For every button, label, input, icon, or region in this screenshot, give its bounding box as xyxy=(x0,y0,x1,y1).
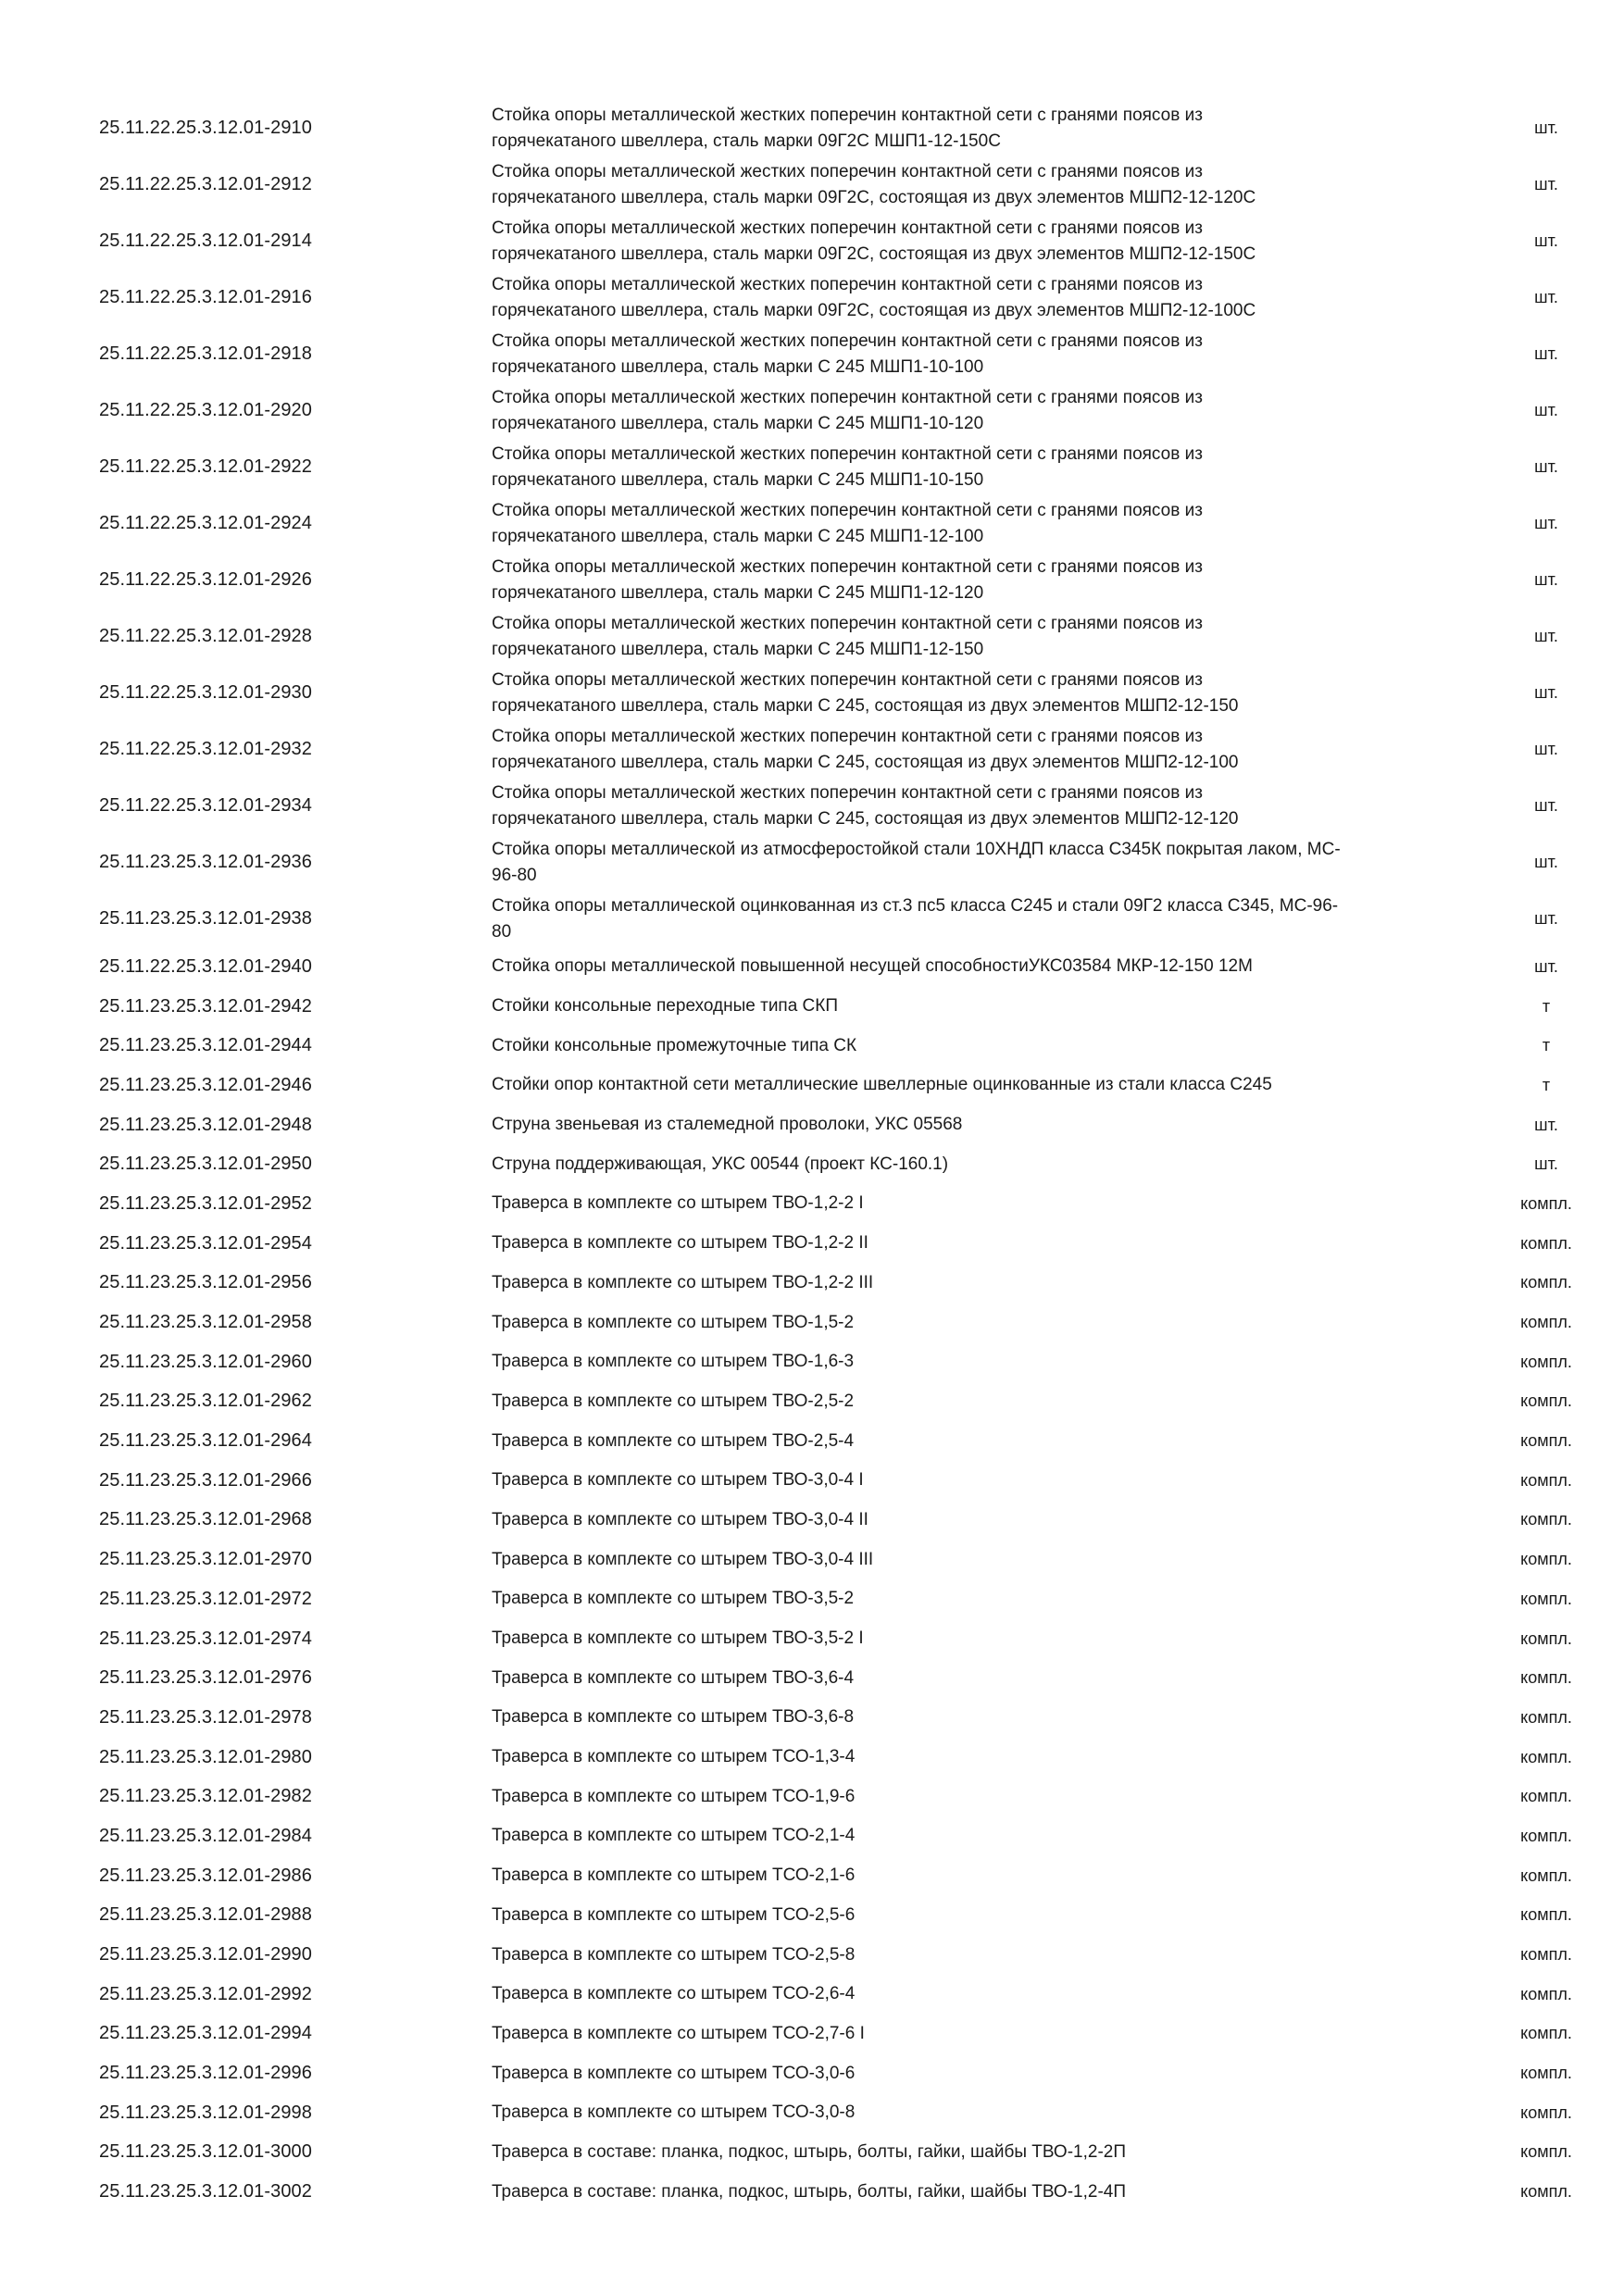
description-line: Стойка опоры металлической жестких поперечин контактной сети с гранями поясов из xyxy=(492,726,1203,746)
description-line: Стойки опор контактной сети металлические швеллерные оцинкованные из стали класса С245 xyxy=(492,1075,1272,1095)
resource-description xyxy=(492,2140,1464,2165)
description-line: Траверса в комплекте со штырем ТСО-2,7-6 I xyxy=(492,2023,865,2043)
resource-code: 25.11.22.25.3.12.01-2918 xyxy=(99,343,313,364)
resource-description xyxy=(492,668,1464,719)
resource-description xyxy=(492,1389,1464,1415)
description-line: Траверса в комплекте со штырем ТВО-2,5-4 xyxy=(492,1430,855,1451)
unit-of-measure: т xyxy=(1542,996,1551,1016)
resource-code: 25.11.23.25.3.12.01-2998 xyxy=(99,2102,313,2123)
resource-description xyxy=(492,2100,1464,2126)
resource-description xyxy=(492,1270,1464,1296)
table-row xyxy=(0,1698,1624,1738)
resource-description xyxy=(492,1033,1464,1059)
unit-of-measure: компл. xyxy=(1520,1984,1572,2003)
resource-code: 25.11.22.25.3.12.01-2928 xyxy=(99,626,313,646)
table-row xyxy=(0,213,1624,269)
unit-of-measure: шт. xyxy=(1534,853,1558,871)
unit-of-measure: шт. xyxy=(1534,740,1558,758)
description-line: горячекатаного швеллера, сталь марки С 245 МШП1-10-120 xyxy=(492,413,984,433)
description-line: 80 xyxy=(492,921,512,942)
resource-description xyxy=(492,555,1464,606)
table-row xyxy=(0,1105,1624,1145)
description-line: Стойки консольные переходные типа СКП xyxy=(492,996,839,1017)
unit-of-measure: компл. xyxy=(1520,1668,1572,1688)
resource-description xyxy=(492,837,1464,889)
resource-code: 25.11.23.25.3.12.01-2936 xyxy=(99,852,313,872)
table-row xyxy=(0,439,1624,495)
description-line: Траверса в комплекте со штырем ТВО-3,0-4 I xyxy=(492,1470,864,1491)
unit-of-measure: компл. xyxy=(1520,1233,1572,1253)
resource-description xyxy=(492,1349,1464,1375)
unit-of-measure: компл. xyxy=(1520,1628,1572,1648)
unit-of-measure: шт. xyxy=(1534,119,1558,137)
resource-description xyxy=(492,103,1464,155)
resource-code: 25.11.23.25.3.12.01-2958 xyxy=(99,1312,313,1333)
table-row xyxy=(0,1579,1624,1619)
unit-of-measure: шт. xyxy=(1534,683,1558,702)
resource-code: 25.11.23.25.3.12.01-3000 xyxy=(99,2141,313,2163)
description-line: Траверса в комплекте со штырем ТСО-1,9-6 xyxy=(492,1786,856,1806)
resource-description xyxy=(492,1310,1464,1336)
description-line: Траверса в комплекте со штырем ТВО-1,6-3 xyxy=(492,1352,855,1372)
table-row xyxy=(0,721,1624,778)
resource-description xyxy=(492,1112,1464,1138)
table-row xyxy=(0,1540,1624,1579)
unit-of-measure: шт. xyxy=(1534,514,1558,532)
resource-code: 25.11.23.25.3.12.01-2954 xyxy=(99,1232,313,1254)
resource-description xyxy=(492,1072,1464,1098)
description-line: Стойка опоры металлической жестких поперечин контактной сети с гранями поясов из xyxy=(492,669,1203,690)
unit-of-measure: шт. xyxy=(1534,627,1558,645)
unit-of-measure: шт. xyxy=(1534,401,1558,419)
description-line: Стойка опоры металлической жестких поперечин контактной сети с гранями поясов из xyxy=(492,161,1203,181)
unit-of-measure: компл. xyxy=(1520,1826,1572,1845)
unit-of-measure: шт. xyxy=(1534,956,1558,976)
unit-of-measure: т xyxy=(1542,1036,1551,1055)
resource-code: 25.11.23.25.3.12.01-2992 xyxy=(99,1983,313,2004)
resource-description xyxy=(492,993,1464,1019)
table-row xyxy=(0,100,1624,156)
description-line: горячекатаного швеллера, сталь марки 09Г2С, состоящая из двух элементов МШП2-12-150С xyxy=(492,243,1256,264)
unit-of-measure: шт. xyxy=(1534,344,1558,363)
description-line: Траверса в комплекте со штырем ТВО-1,2-2 III xyxy=(492,1272,874,1292)
resource-code: 25.11.23.25.3.12.01-2982 xyxy=(99,1786,313,1807)
description-line: Траверса в комплекте со штырем ТВО-1,2-2 II xyxy=(492,1233,868,1254)
description-line: Стойки консольные промежуточные типа СК xyxy=(492,1035,857,1055)
description-line: Стойка опоры металлической жестких поперечин контактной сети с гранями поясов из xyxy=(492,218,1203,238)
description-line: горячекатаного швеллера, сталь марки С 245 МШП1-10-150 xyxy=(492,469,984,490)
table-row xyxy=(0,1461,1624,1501)
description-line: Стойка опоры металлической жестких поперечин контактной сети с гранями поясов из xyxy=(492,274,1203,294)
resource-code: 25.11.23.25.3.12.01-2974 xyxy=(99,1628,313,1649)
table-row xyxy=(0,947,1624,987)
table-row xyxy=(0,1777,1624,1816)
resource-description xyxy=(492,1784,1464,1810)
description-line: горячекатаного швеллера, сталь марки 09Г2С, состоящая из двух элементов МШП2-12-100С xyxy=(492,300,1256,320)
table-row xyxy=(0,2172,1624,2212)
description-line: Траверса в комплекте со штырем ТСО-2,1-4 xyxy=(492,1826,856,1846)
resource-description xyxy=(492,954,1464,980)
resource-code: 25.11.23.25.3.12.01-2966 xyxy=(99,1469,313,1491)
table-row xyxy=(0,1303,1624,1342)
resource-description xyxy=(492,329,1464,381)
resource-description xyxy=(492,1467,1464,1493)
description-line: горячекатаного швеллера, сталь марки С 245 МШП1-12-100 xyxy=(492,526,984,546)
resource-description xyxy=(492,1704,1464,1730)
document-page xyxy=(0,100,1624,2212)
unit-of-measure: компл. xyxy=(1520,2142,1572,2162)
unit-of-measure: шт. xyxy=(1534,1154,1558,1174)
description-line: Траверса в комплекте со штырем ТВО-2,5-2 xyxy=(492,1391,855,1411)
resource-description xyxy=(492,442,1464,493)
description-line: горячекатаного швеллера, сталь марки С 245 МШП1-10-100 xyxy=(492,356,984,377)
table-row xyxy=(0,156,1624,213)
table-row xyxy=(0,1658,1624,1698)
table-row xyxy=(0,1066,1624,1105)
resource-code: 25.11.22.25.3.12.01-2920 xyxy=(99,400,313,420)
resource-code: 25.11.23.25.3.12.01-2960 xyxy=(99,1351,313,1372)
unit-of-measure: компл. xyxy=(1520,1787,1572,1806)
resource-description xyxy=(492,1863,1464,1889)
resource-code: 25.11.23.25.3.12.01-2946 xyxy=(99,1074,313,1095)
description-line: Траверса в комплекте со штырем ТВО-1,2-2 I xyxy=(492,1193,864,1214)
table-row xyxy=(0,1501,1624,1541)
description-line: Траверса в комплекте со штырем ТВО-3,5-2 I xyxy=(492,1628,864,1649)
resource-code: 25.11.22.25.3.12.01-2940 xyxy=(99,955,313,977)
table-row xyxy=(0,1738,1624,1778)
unit-of-measure: компл. xyxy=(1520,2024,1572,2043)
resource-code: 25.11.22.25.3.12.01-2934 xyxy=(99,795,313,816)
description-line: горячекатаного швеллера, сталь марки С 245, состоящая из двух элементов МШП2-12-100 xyxy=(492,752,1239,772)
table-row xyxy=(0,1421,1624,1461)
table-row xyxy=(0,1026,1624,1066)
resource-description xyxy=(492,2179,1464,2205)
table-row xyxy=(0,2015,1624,2054)
resource-description xyxy=(492,1152,1464,1178)
unit-of-measure: шт. xyxy=(1534,175,1558,193)
table-row xyxy=(0,326,1624,382)
description-line: Траверса в комплекте со штырем ТСО-2,6-4 xyxy=(492,1984,856,2004)
unit-of-measure: шт. xyxy=(1534,231,1558,250)
resource-description xyxy=(492,1586,1464,1612)
description-line: Стойка опоры металлической жестких поперечин контактной сети с гранями поясов из xyxy=(492,613,1203,633)
resource-description xyxy=(492,272,1464,324)
description-line: Стойка опоры металлической повышенной несущей способностиУКС03584 МКР-12-150 12М xyxy=(492,956,1253,977)
table-row xyxy=(0,382,1624,439)
table-row xyxy=(0,1619,1624,1659)
resource-code: 25.11.22.25.3.12.01-2932 xyxy=(99,739,313,759)
resource-description xyxy=(492,1744,1464,1770)
description-line: Траверса в комплекте со штырем ТСО-3,0-8 xyxy=(492,2103,856,2123)
table-row xyxy=(0,1144,1624,1184)
resource-code: 25.11.22.25.3.12.01-2924 xyxy=(99,513,313,533)
description-line: Траверса в комплекте со штырем ТВО-3,6-4 xyxy=(492,1667,855,1688)
resource-description xyxy=(492,780,1464,832)
table-row xyxy=(0,1816,1624,1856)
description-line: Траверса в комплекте со штырем ТВО-3,0-4 III xyxy=(492,1549,874,1569)
description-line: Стойка опоры металлической жестких поперечин контактной сети с гранями поясов из xyxy=(492,500,1203,520)
resource-description xyxy=(492,893,1464,945)
table-row xyxy=(0,2133,1624,2173)
resource-description xyxy=(492,1429,1464,1454)
description-line: Траверса в комплекте со штырем ТСО-2,1-6 xyxy=(492,1866,856,1886)
resource-code: 25.11.22.25.3.12.01-2914 xyxy=(99,231,313,251)
resource-code: 25.11.23.25.3.12.01-2964 xyxy=(99,1430,313,1452)
unit-of-measure: компл. xyxy=(1520,1905,1572,1925)
table-row xyxy=(0,891,1624,947)
resource-code: 25.11.22.25.3.12.01-2916 xyxy=(99,287,313,307)
table-row xyxy=(0,1935,1624,1975)
description-line: Траверса в комплекте со штырем ТВО-3,6-8 xyxy=(492,1707,855,1728)
table-row xyxy=(0,1342,1624,1382)
description-line: горячекатаного швеллера, сталь марки С 245 МШП1-12-120 xyxy=(492,582,984,603)
unit-of-measure: компл. xyxy=(1520,1747,1572,1766)
description-line: Стойка опоры металлической жестких поперечин контактной сети с гранями поясов из xyxy=(492,331,1203,351)
description-line: Траверса в комплекте со штырем ТСО-2,5-6 xyxy=(492,1904,856,1925)
table-row xyxy=(0,1224,1624,1264)
resource-description xyxy=(492,2021,1464,2047)
unit-of-measure: шт. xyxy=(1534,796,1558,815)
description-line: Стойка опоры металлической жестких поперечин контактной сети с гранями поясов из xyxy=(492,443,1203,464)
resource-description xyxy=(492,2061,1464,2087)
description-line: Траверса в составе: планка, подкос, штырь, болты, гайки, шайбы ТВО-1,2-4П xyxy=(492,2181,1127,2202)
description-line: Стойка опоры металлической жестких поперечин контактной сети с гранями поясов из xyxy=(492,782,1203,803)
unit-of-measure: компл. xyxy=(1520,1707,1572,1727)
description-line: Стойка опоры металлической оцинкованная из ст.3 пс5 класса С245 и стали 09Г2 класса С345, МС-96- xyxy=(492,895,1339,916)
resource-description xyxy=(492,1626,1464,1652)
resource-code: 25.11.23.25.3.12.01-2978 xyxy=(99,1706,313,1728)
unit-of-measure: т xyxy=(1542,1075,1551,1094)
table-row xyxy=(0,1184,1624,1224)
resource-code: 25.11.23.25.3.12.01-3002 xyxy=(99,2181,313,2202)
resource-description xyxy=(492,159,1464,211)
description-line: Стойка опоры металлической жестких поперечин контактной сети с гранями поясов из xyxy=(492,556,1203,577)
unit-of-measure: компл. xyxy=(1520,2103,1572,2122)
resource-code: 25.11.23.25.3.12.01-2984 xyxy=(99,1825,313,1846)
unit-of-measure: компл. xyxy=(1520,2182,1572,2202)
table-row xyxy=(0,1264,1624,1304)
unit-of-measure: шт. xyxy=(1534,570,1558,589)
description-line: Траверса в комплекте со штырем ТВО-1,5-2 xyxy=(492,1312,855,1332)
unit-of-measure: компл. xyxy=(1520,1589,1572,1608)
table-row xyxy=(0,269,1624,326)
resource-description xyxy=(492,1903,1464,1928)
resource-code: 25.11.23.25.3.12.01-2990 xyxy=(99,1944,313,1965)
unit-of-measure: компл. xyxy=(1520,1352,1572,1371)
resource-code: 25.11.23.25.3.12.01-2952 xyxy=(99,1192,313,1214)
table-row xyxy=(0,1975,1624,2015)
resource-description xyxy=(492,1547,1464,1573)
unit-of-measure: компл. xyxy=(1520,1470,1572,1490)
resource-code: 25.11.23.25.3.12.01-2996 xyxy=(99,2063,313,2084)
resource-code: 25.11.23.25.3.12.01-2962 xyxy=(99,1391,313,1412)
resource-code: 25.11.22.25.3.12.01-2926 xyxy=(99,569,313,590)
resource-code: 25.11.23.25.3.12.01-2968 xyxy=(99,1509,313,1530)
description-line: Струна поддерживающая, УКС 00544 (проект КС-160.1) xyxy=(492,1154,949,1174)
description-line: Траверса в комплекте со штырем ТСО-2,5-8 xyxy=(492,1944,856,1965)
resource-description xyxy=(492,385,1464,437)
resource-description xyxy=(492,1981,1464,2007)
description-line: горячекатаного швеллера, сталь марки С 245 МШП1-12-150 xyxy=(492,639,984,659)
table-row xyxy=(0,778,1624,834)
resource-code: 25.11.23.25.3.12.01-2950 xyxy=(99,1154,313,1175)
unit-of-measure: шт. xyxy=(1534,288,1558,306)
unit-of-measure: компл. xyxy=(1520,1510,1572,1529)
resource-code: 25.11.23.25.3.12.01-2988 xyxy=(99,1904,313,1926)
resource-code: 25.11.22.25.3.12.01-2922 xyxy=(99,456,313,477)
resource-description xyxy=(492,1942,1464,1968)
resource-description xyxy=(492,216,1464,268)
description-line: горячекатаного швеллера, сталь марки 09Г2С, состоящая из двух элементов МШП2-12-120С xyxy=(492,187,1256,207)
unit-of-measure: компл. xyxy=(1520,1273,1572,1292)
resource-code: 25.11.22.25.3.12.01-2912 xyxy=(99,174,313,194)
unit-of-measure: компл. xyxy=(1520,1313,1572,1332)
description-line: Траверса в комплекте со штырем ТВО-3,5-2 xyxy=(492,1589,855,1609)
table-row xyxy=(0,552,1624,608)
resource-code: 25.11.23.25.3.12.01-2944 xyxy=(99,1035,313,1056)
description-line: горячекатаного швеллера, сталь марки 09Г2С МШП1-12-150С xyxy=(492,131,1001,151)
unit-of-measure: шт. xyxy=(1534,457,1558,476)
unit-of-measure: шт. xyxy=(1534,909,1558,928)
description-line: Стойка опоры металлической жестких поперечин контактной сети с гранями поясов из xyxy=(492,105,1203,125)
resource-code: 25.11.22.25.3.12.01-2910 xyxy=(99,118,313,138)
unit-of-measure: компл. xyxy=(1520,1193,1572,1213)
resource-description xyxy=(492,724,1464,776)
table-row xyxy=(0,987,1624,1027)
unit-of-measure: компл. xyxy=(1520,1866,1572,1885)
description-line: горячекатаного швеллера, сталь марки С 245, состоящая из двух элементов МШП2-12-150 xyxy=(492,695,1239,716)
resource-code: 25.11.23.25.3.12.01-2994 xyxy=(99,2023,313,2044)
resource-description xyxy=(492,1823,1464,1849)
table-row xyxy=(0,2093,1624,2133)
table-row xyxy=(0,2053,1624,2093)
resource-description xyxy=(492,1191,1464,1217)
table-row xyxy=(0,495,1624,552)
table-row xyxy=(0,1856,1624,1896)
resource-code: 25.11.23.25.3.12.01-2942 xyxy=(99,995,313,1017)
resource-description xyxy=(492,498,1464,550)
resource-code: 25.11.22.25.3.12.01-2930 xyxy=(99,682,313,703)
resource-code: 25.11.23.25.3.12.01-2986 xyxy=(99,1865,313,1886)
description-line: горячекатаного швеллера, сталь марки С 245, состоящая из двух элементов МШП2-12-120 xyxy=(492,808,1239,829)
unit-of-measure: шт. xyxy=(1534,1115,1558,1134)
resource-code: 25.11.23.25.3.12.01-2976 xyxy=(99,1667,313,1689)
unit-of-measure: компл. xyxy=(1520,1945,1572,1965)
resource-code: 25.11.23.25.3.12.01-2956 xyxy=(99,1272,313,1293)
description-line: Стойка опоры металлической жестких поперечин контактной сети с гранями поясов из xyxy=(492,387,1203,407)
resource-code: 25.11.23.25.3.12.01-2970 xyxy=(99,1549,313,1570)
unit-of-measure: компл. xyxy=(1520,1391,1572,1411)
table-row xyxy=(0,1896,1624,1936)
resource-description xyxy=(492,1230,1464,1256)
unit-of-measure: компл. xyxy=(1520,2064,1572,2083)
resource-code: 25.11.23.25.3.12.01-2972 xyxy=(99,1588,313,1609)
description-line: Траверса в комплекте со штырем ТСО-1,3-4 xyxy=(492,1747,856,1767)
description-line: Струна звеньевая из сталемедной проволоки, УКС 05568 xyxy=(492,1115,963,1135)
description-line: Траверса в комплекте со штырем ТВО-3,0-4 II xyxy=(492,1509,868,1529)
unit-of-measure: компл. xyxy=(1520,1431,1572,1451)
description-line: Траверса в комплекте со штырем ТСО-3,0-6 xyxy=(492,2063,856,2083)
description-line: Стойка опоры металлической из атмосферостойкой стали 10ХНДП класса С345К покрытая лаком, МС- xyxy=(492,839,1341,859)
table-row xyxy=(0,608,1624,665)
resource-code: 25.11.23.25.3.12.01-2948 xyxy=(99,1114,313,1135)
table-row xyxy=(0,665,1624,721)
description-line: Траверса в составе: планка, подкос, штырь, болты, гайки, шайбы ТВО-1,2-2П xyxy=(492,2141,1127,2162)
resource-code: 25.11.23.25.3.12.01-2938 xyxy=(99,908,313,929)
resource-description xyxy=(492,1666,1464,1691)
table-row xyxy=(0,834,1624,891)
description-line: 96-80 xyxy=(492,865,537,885)
resource-description xyxy=(492,1507,1464,1533)
unit-of-measure: компл. xyxy=(1520,1550,1572,1569)
table-row xyxy=(0,1382,1624,1422)
resource-code: 25.11.23.25.3.12.01-2980 xyxy=(99,1746,313,1767)
resource-description xyxy=(492,611,1464,663)
